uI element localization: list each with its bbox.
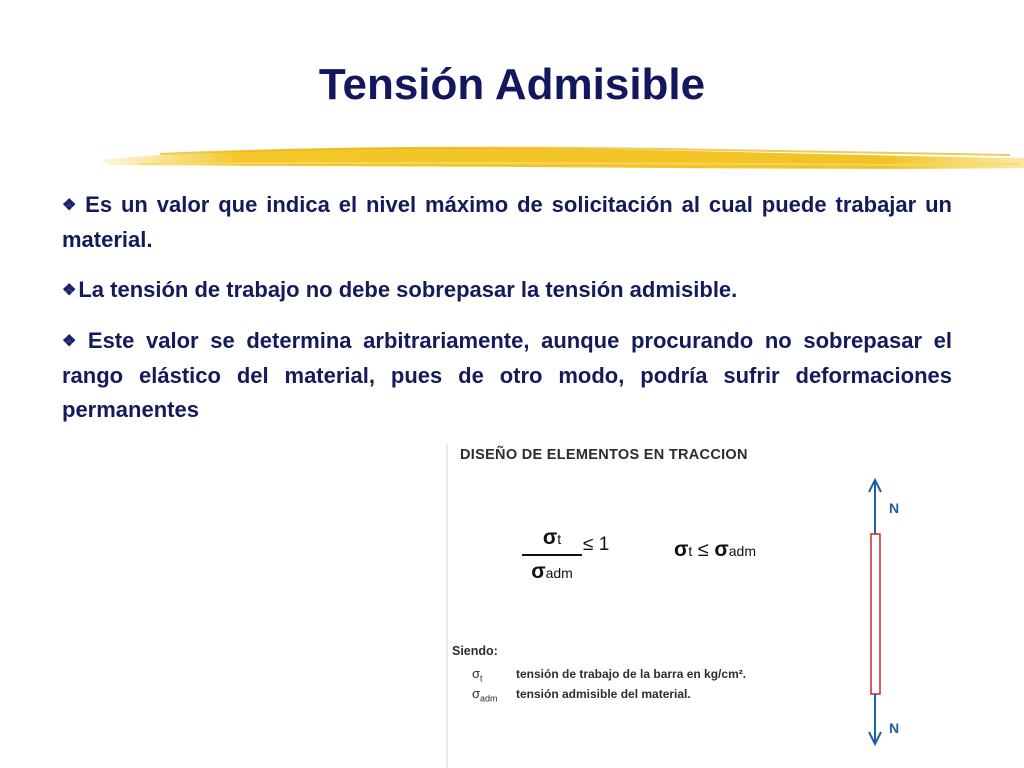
- diamond-bullet-icon: ❖: [62, 282, 77, 299]
- stress-inequality: σt ≤ σadm: [674, 538, 756, 561]
- slide-title: Tensión Admisible: [318, 60, 706, 109]
- definition-row: [472, 686, 691, 704]
- bar-element: [871, 534, 880, 694]
- fraction-numerator: σt: [542, 526, 562, 549]
- fraction-denominator: σadm: [531, 559, 573, 583]
- bottom-force-label: N: [889, 720, 900, 736]
- definition-text: tensión de trabajo de la barra en kg/cm².: [516, 667, 747, 681]
- highlighter-brush-decoration: [0, 138, 1024, 178]
- bar-tension-diagram: [860, 478, 890, 748]
- siendo-label: Siendo:: [452, 644, 498, 658]
- definition-symbol: $\sigma_t$: [472, 666, 483, 684]
- definition-text: tensión admisible del material.: [516, 687, 691, 701]
- definition-symbol: $\sigma_{adm}$: [472, 686, 498, 704]
- fraction-bar: [522, 554, 582, 556]
- stress-ratio-fraction: [522, 526, 582, 585]
- bullet-text: La tensión de trabajo no debe sobrepasar la tensión admisible.: [78, 277, 738, 302]
- top-force-label: N: [889, 500, 900, 516]
- diamond-bullet-icon: ❖: [62, 197, 80, 214]
- bullet-text: Este valor se determina arbitrariamente, aunque procurando no sobrepasar el rango elástico del material, pues de otro modo, podría sufrir deformaciones permanentes: [62, 328, 952, 422]
- bullet-item: [62, 188, 952, 257]
- bullet-item: [62, 273, 952, 308]
- bullet-text: Es un valor que indica el nivel máximo de solicitación al cual puede trabajar un material.: [62, 192, 952, 252]
- bottom-force-arrow-icon: [869, 694, 881, 744]
- fraction-relation: ≤ 1: [583, 534, 610, 555]
- diamond-bullet-icon: ❖: [62, 333, 82, 350]
- figure-border: [446, 444, 448, 768]
- top-force-arrow-icon: [869, 480, 881, 534]
- bullet-list: [62, 188, 952, 443]
- figure-title: DISEÑO DE ELEMENTOS EN TRACCION: [460, 447, 748, 463]
- tension-design-figure: [446, 444, 1006, 768]
- bullet-item: [62, 324, 952, 427]
- definition-row: [472, 666, 746, 684]
